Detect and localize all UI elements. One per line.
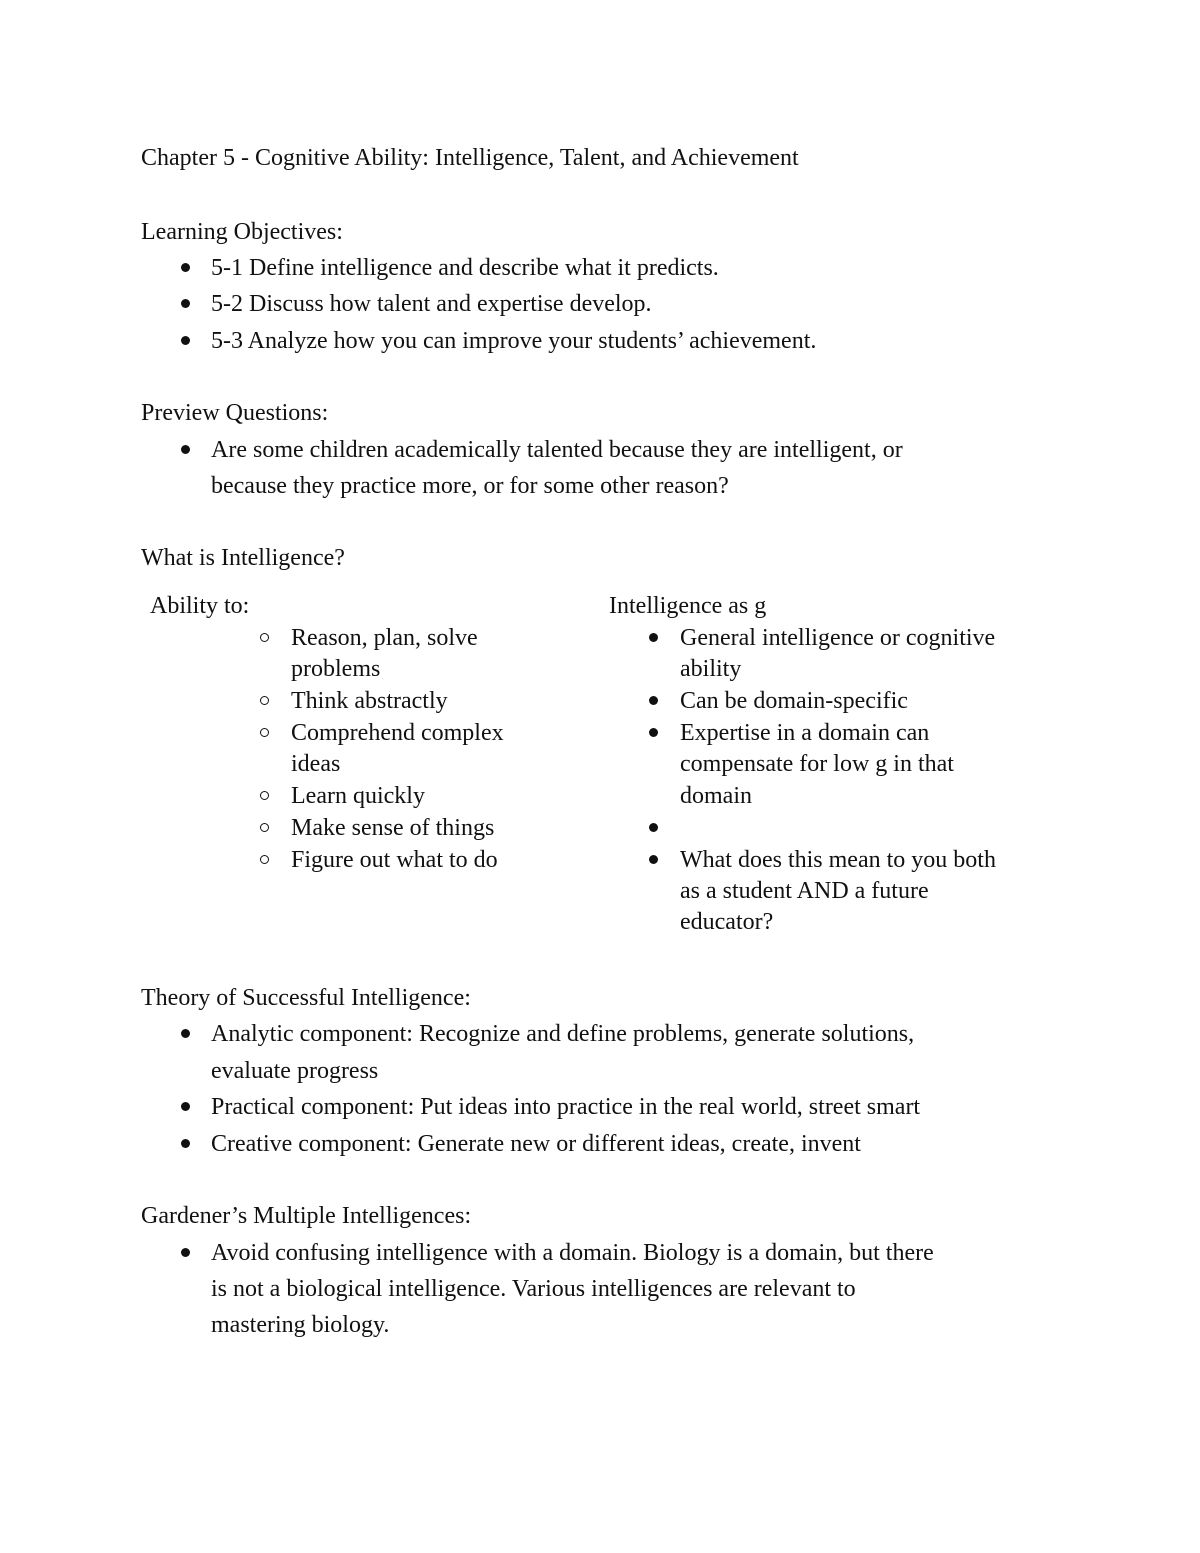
g-item-line: as a student AND a future bbox=[680, 878, 929, 904]
what-is-intelligence-heading: What is Intelligence? bbox=[141, 545, 345, 571]
bullet-dot-icon bbox=[175, 1019, 195, 1049]
doc-title: Chapter 5 - Cognitive Ability: Intelligence, Talent, and Achievement bbox=[141, 145, 799, 171]
bullet-dot-icon bbox=[175, 1129, 195, 1159]
bullet-circle-icon bbox=[254, 845, 274, 875]
multiple-intelligences-heading: Gardener’s Multiple Intelligences: bbox=[141, 1203, 472, 1229]
bullet-dot-icon bbox=[175, 326, 195, 356]
multiple-intelligences-line: is not a biological intelligence. Various intelligences are relevant to bbox=[211, 1276, 856, 1302]
ability-item-line: Think abstractly bbox=[291, 688, 448, 714]
g-item-line: Can be domain-specific bbox=[680, 688, 908, 714]
objective-item: 5-3 Analyze how you can improve your students’ achievement. bbox=[211, 328, 817, 354]
g-item-line: Expertise in a domain can bbox=[680, 720, 930, 746]
g-item-line: General intelligence or cognitive bbox=[680, 625, 996, 651]
bullet-dot-icon bbox=[643, 623, 663, 653]
preview-question-line: because they practice more, or for some other reason? bbox=[211, 473, 729, 499]
successful-item-line: evaluate progress bbox=[211, 1058, 379, 1084]
bullet-dot-icon bbox=[175, 1092, 195, 1122]
bullet-dot-icon bbox=[175, 1238, 195, 1268]
successful-intelligence-heading: Theory of Successful Intelligence: bbox=[141, 985, 471, 1011]
ability-to-heading: Ability to: bbox=[150, 593, 250, 619]
g-item-line: domain bbox=[680, 783, 752, 809]
bullet-dot-icon bbox=[643, 718, 663, 748]
successful-item-line: Creative component: Generate new or different ideas, create, invent bbox=[211, 1131, 861, 1157]
successful-item-line: Practical component: Put ideas into practice in the real world, street smart bbox=[211, 1094, 921, 1120]
bullet-circle-icon bbox=[254, 686, 274, 716]
objective-item: 5-2 Discuss how talent and expertise develop. bbox=[211, 291, 652, 317]
ability-item-line: Comprehend complex bbox=[291, 720, 504, 746]
g-item-line: compensate for low g in that bbox=[680, 751, 954, 777]
ability-item-line: problems bbox=[291, 656, 381, 682]
bullet-dot-icon bbox=[175, 253, 195, 283]
bullet-dot-icon bbox=[175, 435, 195, 465]
intelligence-as-g-heading: Intelligence as g bbox=[609, 593, 767, 619]
g-item-line: What does this mean to you both bbox=[680, 847, 996, 873]
preview-questions-heading: Preview Questions: bbox=[141, 400, 329, 426]
preview-question-line: Are some children academically talented because they are intelligent, or bbox=[211, 437, 903, 463]
g-item-line: ability bbox=[680, 656, 742, 682]
multiple-intelligences-line: mastering biology. bbox=[211, 1312, 390, 1338]
bullet-dot-icon bbox=[643, 686, 663, 716]
bullet-circle-icon bbox=[254, 623, 274, 653]
bullet-dot-icon bbox=[175, 289, 195, 319]
ability-item-line: Reason, plan, solve bbox=[291, 625, 478, 651]
successful-item-line: Analytic component: Recognize and define problems, generate solutions, bbox=[211, 1021, 915, 1047]
ability-item-line: Make sense of things bbox=[291, 815, 495, 841]
learning-objectives-heading: Learning Objectives: bbox=[141, 219, 343, 245]
ability-item-line: Learn quickly bbox=[291, 783, 425, 809]
ability-item-line: Figure out what to do bbox=[291, 847, 498, 873]
bullet-dot-icon bbox=[643, 845, 663, 875]
objective-item: 5-1 Define intelligence and describe what it predicts. bbox=[211, 255, 719, 281]
ability-item-line: ideas bbox=[291, 751, 341, 777]
bullet-dot-icon bbox=[643, 813, 663, 843]
bullet-circle-icon bbox=[254, 718, 274, 748]
bullet-circle-icon bbox=[254, 781, 274, 811]
g-item-line: educator? bbox=[680, 909, 774, 935]
bullet-circle-icon bbox=[254, 813, 274, 843]
multiple-intelligences-line: Avoid confusing intelligence with a domain. Biology is a domain, but there bbox=[211, 1240, 934, 1266]
